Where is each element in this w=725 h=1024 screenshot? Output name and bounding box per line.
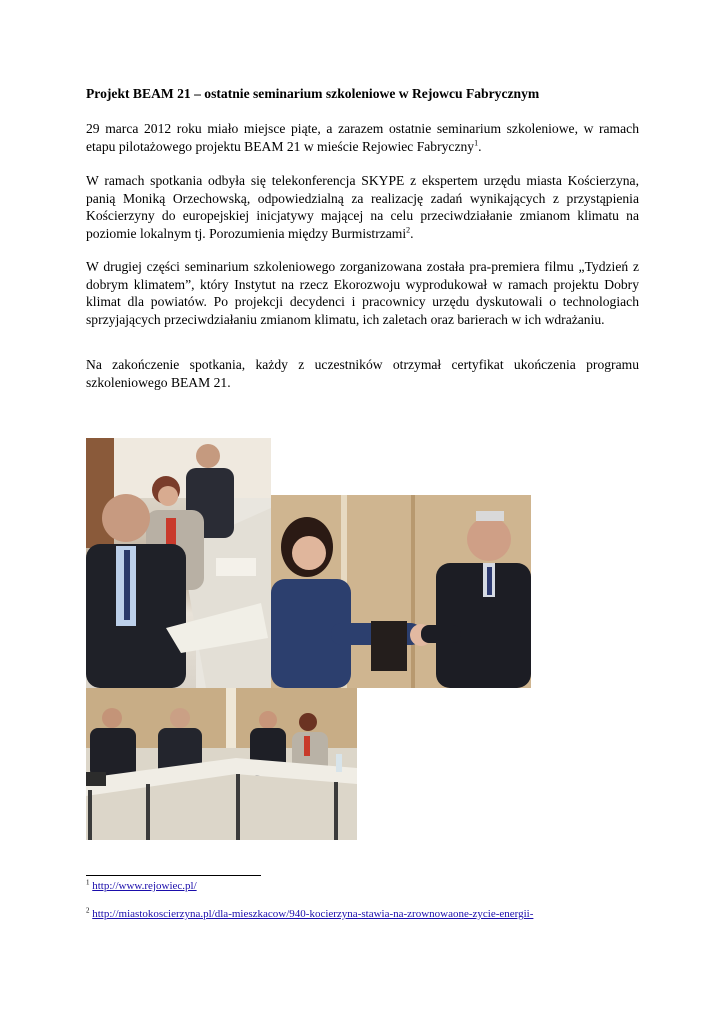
photo-handshake	[271, 495, 531, 688]
footnote-ref-2[interactable]: 2	[406, 225, 411, 235]
paragraph-2-text: W ramach spotkania odbyła się telekonferencja SKYPE z ekspertem urzędu miasta Kościerzyna, panią Moniką Orzechowską, odpowiedzialną za realizację zadań wynikających z przystąpienia Kościerzyny do europejskiej inicjatywy mającej na celu przeciwdziałanie zmianom klimatu na poziomie lokalnym tj. Porozumienia między Burmistrzami	[86, 173, 639, 241]
paragraph-2	[86, 172, 639, 242]
photo-meeting-table	[86, 438, 271, 688]
document-title: Projekt BEAM 21 – ostatnie seminarium szkoleniowe w Rejowcu Fabrycznym	[86, 86, 540, 101]
footnote-number-2: 2	[86, 906, 90, 915]
paragraph-3: W drugiej części seminarium szkoleniowego zorganizowana została pra-premiera filmu „Tydzień z dobrym klimatem”, który Instytut na rzecz Ekorozwoju wyprodukował w ramach projektu Dobry klimat dla powiatów. Po projekcji decydenci i pracownicy urzędu dyskutowali o technologiach sprzyjających przeciwdziałaniu zmianom klimatu, ich zaletach oraz barierach w ich wdrażaniu.	[86, 259, 639, 327]
footnote-number-1: 1	[86, 878, 90, 887]
photo-seminar-group	[86, 688, 357, 840]
footnote-2	[86, 908, 533, 920]
paragraph-2-end: .	[410, 225, 414, 241]
footnote-link-2[interactable]: http://miastokoscierzyna.pl/dla-mieszkacow/940-kocierzyna-stawia-na-zrownowaone-zycie-energii-	[92, 908, 534, 920]
footnote-separator	[86, 875, 261, 876]
footnote-link-1[interactable]: http://www.rejowiec.pl/	[92, 880, 197, 892]
paragraph-4: Na zakończenie spotkania, każdy z uczestników otrzymał certyfikat ukończenia programu szkoleniowego BEAM 21.	[86, 357, 639, 390]
paragraph-1	[86, 120, 639, 155]
footnote-1	[86, 880, 197, 892]
footnote-ref-1[interactable]: 1	[474, 138, 479, 148]
paragraph-1-text: 29 marca 2012 roku miało miejsce piąte, a zarazem ostatnie seminarium szkoleniowe, w ramach etapu pilotażowego projektu BEAM 21 w mieście Rejowiec Fabryczny	[86, 121, 639, 154]
paragraph-1-end: .	[478, 138, 482, 154]
